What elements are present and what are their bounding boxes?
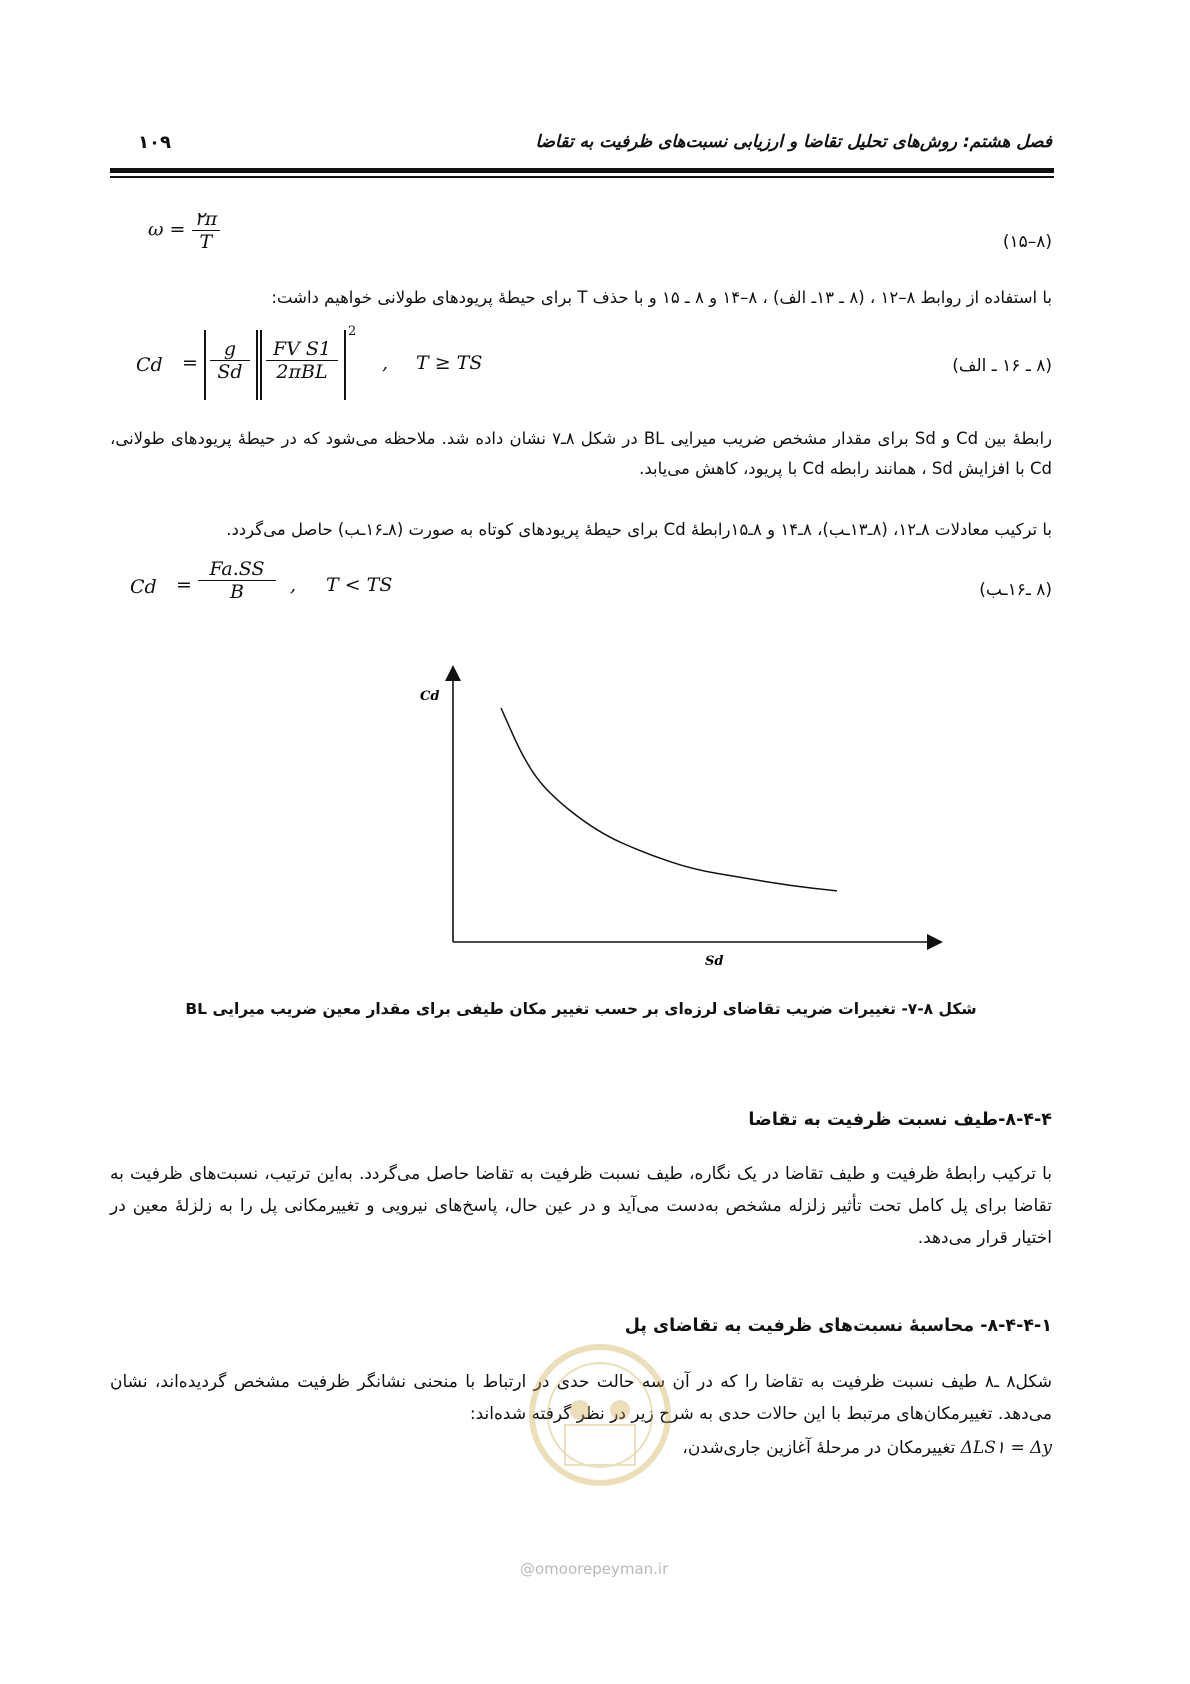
- header-rule-thin: [110, 176, 1054, 178]
- page-number: ۱۰۹: [138, 132, 171, 153]
- eq16b-condition: T < TS: [326, 574, 393, 596]
- intro-line: با استفاده از روابط ۸–۱۲ ، (۸ ـ ۱۳ـ الف) ، ۸–۱۴ و ۸ ـ ۱۵ و با حذف T برای حیطهٔ پریودهای طولانی خواهیم داشت:: [271, 288, 1052, 307]
- header-rule-thick: [110, 168, 1054, 173]
- eq15-numerator: ۲π: [192, 208, 221, 231]
- running-header-title: فصل هشتم: روش‌های تحلیل تقاضا و ارزیابی نسبت‌های ظرفیت به تقاضا: [535, 132, 1052, 152]
- eq16a-exponent: 2: [348, 324, 357, 339]
- item1-formula: ΔLS۱ = Δy: [960, 1438, 1052, 1458]
- cd-curve: [501, 708, 837, 891]
- item1-text: تغییرمکان در مرحلهٔ آغازین جاری‌شدن،: [682, 1438, 956, 1458]
- eq16b-denominator: B: [230, 581, 244, 603]
- x-axis-label: Sd: [705, 954, 724, 969]
- eq16a-comma: ,: [382, 352, 389, 374]
- section-heading-8-4-4-1: ۸-۴-۴-۱- محاسبهٔ نسبت‌های ظرفیت به تقاضای پل: [624, 1316, 1052, 1336]
- publisher-seal-watermark: [525, 1330, 675, 1520]
- eq16a-frac2-den: 2πBL: [276, 361, 328, 383]
- paragraph-short-period: با ترکیب معادلات ۸ـ۱۲، (۸ـ۱۳ـب)، ۸ـ۱۴ و ۸ـ۱۵رابطهٔ Cd برای حیطهٔ پریودهای کوتاه به صورت (۸ـ۱۶ـب) حاصل می‌گردد.: [226, 520, 1052, 539]
- eq16a-frac2-num: FV S1: [266, 338, 338, 361]
- figure-cd-vs-sd: [400, 665, 960, 975]
- watermark-text: @omoorepeyman.ir: [520, 1560, 669, 1578]
- eq15-lhs: ω =: [148, 218, 186, 241]
- eq16b-number: (۸ ـ۱۶ـب): [979, 580, 1052, 600]
- eq16b-comma: ,: [290, 574, 297, 596]
- equation-8-15: [148, 208, 220, 253]
- paragraph-cd-sd-relation: رابطهٔ بین Cd و Sd برای مقدار مشخص ضریب میرایی BL در شکل ۸ـ۷ نشان داده شد. ملاحظه می‌شود که در حیطهٔ پریودهای طولانی، Cd با افزایش Sd ، همانند رابطه Cd با پریود، کاهش می‌یابد.: [110, 429, 1052, 478]
- eq16b-numerator: Fa.SS: [198, 558, 276, 581]
- eq15-number: (۸–۱۵): [1002, 232, 1052, 252]
- eq16b-equals: =: [176, 574, 192, 596]
- eq16a-frac1-num: g: [210, 338, 250, 361]
- limit-state-item-1: [682, 1438, 1052, 1458]
- section-8-4-4-1-body: شکل۸ ـ۸ طیف نسبت ظرفیت به تقاضا را که در آن سه حالت حدی در ارتباط با منحنی نشانگر ظرفیت مشخص گردیده‌اند، نشان می‌دهد. تغییرمکان‌های مرتبط با این حالات حدی به شرح زیر در نظر گرفته شده‌اند:: [110, 1372, 1052, 1424]
- eq16a-fraction-2: [266, 338, 338, 383]
- eq16a-frac1-den: Sd: [217, 361, 243, 383]
- y-axis-label: Cd: [420, 689, 440, 704]
- eq15-fraction: [192, 208, 221, 253]
- eq16a-lhs: Cd: [136, 354, 163, 376]
- eq16a-condition: T ≥ TS: [416, 352, 483, 374]
- section-8-4-4-body: با ترکیب رابطهٔ ظرفیت و طیف تقاضا در یک نگاره، طیف نسبت ظرفیت به تقاضا حاصل می‌گردد. به‌این ترتیب، نسبت‌های ظرفیت به تقاضا برای پل کامل تحت تأثیر زلزله مشخص به‌دست می‌آید و در عین حال، پاسخ‌های نیرویی و تغییرمکانی پل را به زلزلهٔ معین در اختیار قرار می‌دهد.: [110, 1164, 1052, 1248]
- eq16b-lhs: Cd: [130, 576, 157, 598]
- figure-caption: شکل ۸-۷- تغییرات ضریب تقاضای لرزه‌ای بر حسب تغییر مکان طیفی برای مقدار معین ضریب میرایی BL: [185, 1000, 977, 1018]
- eq16a-fraction-1: [210, 338, 250, 383]
- eq15-denominator: T: [199, 231, 213, 253]
- eq16a-number: (۸ ـ ۱۶ ـ الف): [952, 356, 1052, 376]
- section-heading-8-4-4: ۸-۴-۴-طیف نسبت ظرفیت به تقاضا: [748, 1110, 1052, 1130]
- eq16a-equals: =: [182, 352, 198, 374]
- eq16b-fraction: [198, 558, 276, 603]
